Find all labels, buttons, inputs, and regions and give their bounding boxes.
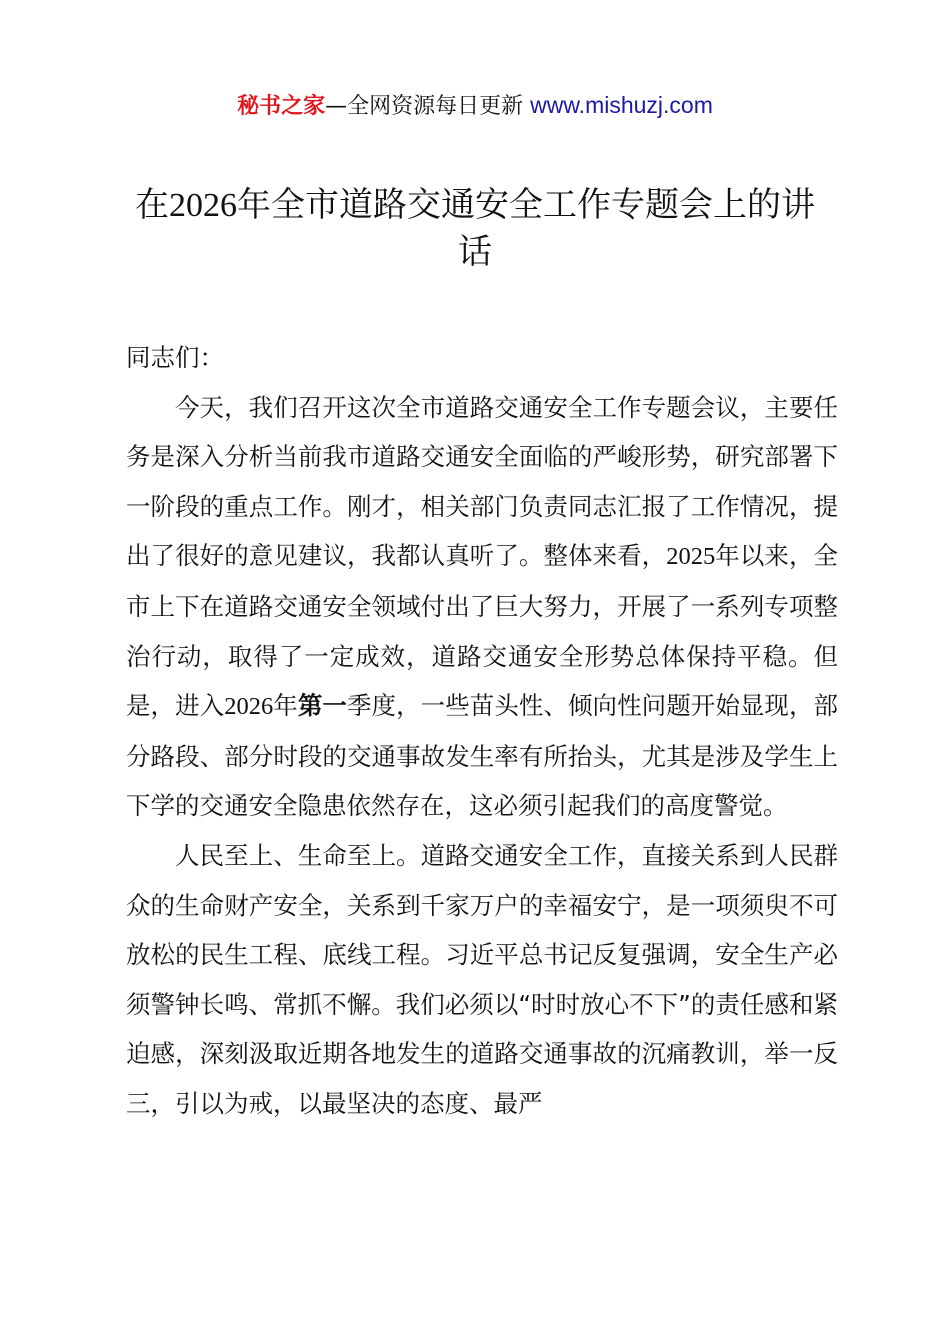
brand-name: 秘书之家	[237, 94, 326, 119]
document-body	[126, 333, 838, 1129]
title-prefix: 在	[135, 185, 169, 225]
title-rest: 年全市道路交通安全工作专题会上的讲话	[237, 185, 815, 272]
paragraph-1-part-c: 年	[273, 691, 298, 721]
salutation: 同志们：	[126, 343, 224, 372]
paragraph-1-part-a: 今天，我们召开这次全市道路交通安全工作专题会议，主要任务是深入分析当前我市道路交通安全面临的严峻形势，研究部署下一阶段的重点工作。刚才，相关部门负责同志汇报了工作情况，提出了很好的意见建议，我都认真听了。整体来看，	[126, 392, 838, 571]
title-year: 2026	[169, 187, 237, 224]
document-title	[120, 182, 830, 276]
paragraph-2: 人民至上、生命至上。道路交通安全工作，直接关系到人民群众的生命财产安全，关系到千家万户的幸福安宁，是一项须臾不可放松的民生工程、底线工程。习近平总书记反复强调，安全生产必须警钟长鸣、常抓不懈。我们必须以“时时放心不下”的责任感和紧迫感，深刻汲取近期各地发生的道路交通事故的沉痛教训，举一反三，引以为戒，以最坚决的态度、最严	[126, 840, 838, 1118]
header-tagline: —全网资源每日更新	[325, 94, 524, 119]
bold-emphasis: 第一	[297, 691, 347, 721]
paragraph-1	[126, 383, 838, 831]
paragraph-1-part-b: 年以来，全市上下在道路交通安全领域付出了巨大努力，开展了一系列专项整治行动，取得了一定成效，道路交通安全形势总体保持平稳。但是，进入	[126, 541, 839, 721]
year-2025: 2025	[666, 543, 716, 571]
site-url-link[interactable]: www.mishuzj.com	[530, 92, 713, 118]
year-2026: 2026	[224, 693, 274, 721]
site-header	[0, 88, 950, 124]
paragraph-1-part-d: 季度，一些苗头性、倾向性问题开始显现，部分路段、部分时段的交通事故发生率有所抬头，尤其是涉及学生上下学的交通安全隐患依然存在，这必须引起我们的高度警觉。	[126, 691, 839, 821]
